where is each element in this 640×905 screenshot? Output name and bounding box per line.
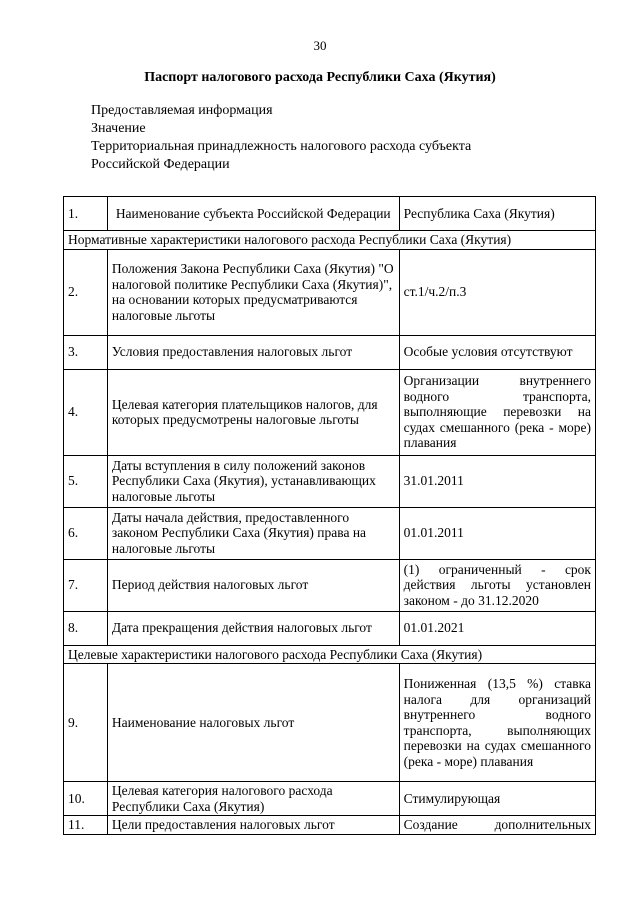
row-number: 10. xyxy=(64,782,108,816)
table-row xyxy=(64,369,596,455)
row-name: Наименование субъекта Российской Федерации xyxy=(107,197,399,231)
row-value: 01.01.2011 xyxy=(399,507,595,559)
row-value: Стимулирующая xyxy=(399,782,595,816)
info-block xyxy=(91,102,561,174)
row-value: (1) ограниченный - срок действия льготы установлен законом - до 31.12.2020 xyxy=(399,559,595,611)
row-number: 11. xyxy=(64,816,108,835)
row-name: Целевая категория плательщиков налогов, для которых предусмотрены налоговые льготы xyxy=(107,369,399,455)
row-number: 9. xyxy=(64,664,108,782)
document-title: Паспорт налогового расхода Республики Саха (Якутия) xyxy=(144,70,496,85)
table-row xyxy=(64,559,596,611)
row-name: Дата прекращения действия налоговых льгот xyxy=(107,611,399,645)
row-value: ст.1/ч.2/п.3 xyxy=(399,249,595,335)
row-name: Положения Закона Республики Саха (Якутия) "О налоговой политике Республики Саха (Якутия)", на основании которых предусматриваются налоговые льготы xyxy=(107,249,399,335)
row-name: Наименование налоговых льгот xyxy=(107,664,399,782)
table-row xyxy=(64,335,596,369)
row-name: Условия предоставления налоговых льгот xyxy=(107,335,399,369)
info-line: Предоставляемая информация xyxy=(91,103,273,118)
row-value: Республика Саха (Якутия) xyxy=(399,197,595,231)
row-number: 1. xyxy=(64,197,108,231)
section-row xyxy=(64,231,596,250)
row-value: Организации внутреннего водного транспорта, выполняющие перевозки на судах смешанного (река - море) плавания xyxy=(399,369,595,455)
table-row xyxy=(64,664,596,782)
table-row xyxy=(64,197,596,231)
row-name: Целевая категория налогового расхода Республики Саха (Якутия) xyxy=(107,782,399,816)
row-value: Создание дополнительных xyxy=(399,816,595,835)
row-value: 01.01.2021 xyxy=(399,611,595,645)
row-number: 4. xyxy=(64,369,108,455)
section-heading: Целевые характеристики налогового расхода Республики Саха (Якутия) xyxy=(64,645,596,664)
table-row xyxy=(64,455,596,507)
table-row xyxy=(64,507,596,559)
page-number: 30 xyxy=(313,38,327,53)
row-number: 5. xyxy=(64,455,108,507)
row-name: Даты начала действия, предоставленного законом Республики Саха (Якутия) права на налоговые льготы xyxy=(107,507,399,559)
row-value: 31.01.2011 xyxy=(399,455,595,507)
row-value: Пониженная (13,5 %) ставка налога для организаций внутреннего водного транспорта, выполняющих перевозки на судах смешанного (река - море) плавания xyxy=(399,664,595,782)
info-line: Российской Федерации xyxy=(91,157,230,172)
passport-table xyxy=(63,196,596,835)
row-name: Период действия налоговых льгот xyxy=(107,559,399,611)
info-line: Значение xyxy=(91,121,146,136)
row-value: Особые условия отсутствуют xyxy=(399,335,595,369)
section-row xyxy=(64,645,596,664)
section-heading: Нормативные характеристики налогового расхода Республики Саха (Якутия) xyxy=(64,231,596,250)
row-number: 7. xyxy=(64,559,108,611)
row-number: 6. xyxy=(64,507,108,559)
table-row xyxy=(64,611,596,645)
table-row xyxy=(64,782,596,816)
table-row xyxy=(64,816,596,835)
row-name: Даты вступления в силу положений законов Республики Саха (Якутия), устанавливающих налоговые льготы xyxy=(107,455,399,507)
info-line: Территориальная принадлежность налогового расхода субъекта xyxy=(91,139,472,154)
row-number: 2. xyxy=(64,249,108,335)
table-row xyxy=(64,249,596,335)
row-name: Цели предоставления налоговых льгот xyxy=(107,816,399,835)
row-number: 3. xyxy=(64,335,108,369)
row-number: 8. xyxy=(64,611,108,645)
